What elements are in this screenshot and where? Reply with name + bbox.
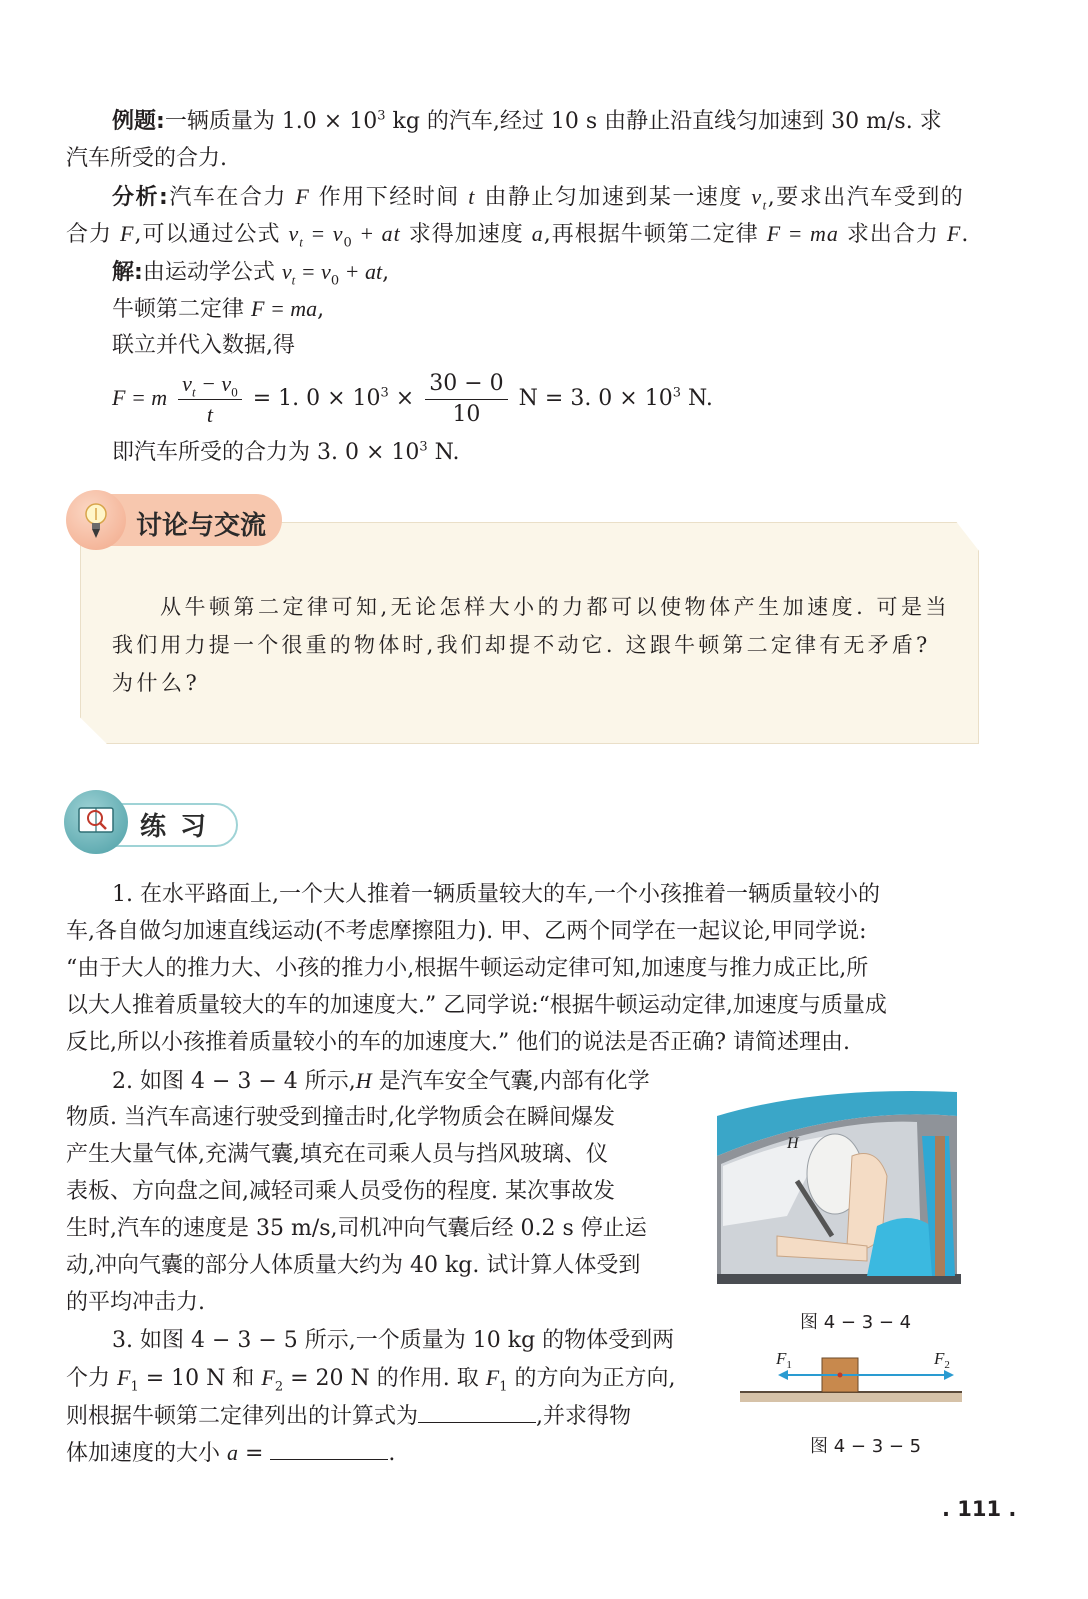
q2-line-4: 表板、方向盘之间,减轻司乘人员受伤的程度. 某次事故发 bbox=[66, 1179, 615, 1204]
q3-line-2: 个力 $F_1 = 10$ N 和 $F_2 = 20$ N 的作用. 取 $F_1$ 的方向为正方向, bbox=[66, 1365, 676, 1395]
q1-line-4: 以大人推着质量较大的车的加速度大.” 乙同学说:“根据牛顿运动定律,加速度与质量成 bbox=[66, 993, 887, 1018]
solution-label: 解: bbox=[112, 260, 143, 285]
page-number: . 111 . bbox=[942, 1497, 1017, 1521]
analysis-line-2: 合力 F,可以通过公式 $v_t = v_0$ + at 求得加速度 a,再根据牛顿第二定律 F = ma 求出合力 F. bbox=[66, 221, 970, 251]
lightbulb-icon bbox=[66, 490, 126, 550]
svg-text:F2: $F_2$ bbox=[934, 1349, 950, 1371]
q3-line-3: 则根据牛顿第二定律列出的计算式为 ,并求得物 bbox=[66, 1400, 631, 1432]
magnifier-book-icon bbox=[64, 790, 128, 854]
q2-line-6: 动,冲向气囊的部分人体质量大约为 40 kg. 试计算人体受到 bbox=[66, 1253, 641, 1278]
solution-result: 即汽车所受的合力为 3. $0 \times 10^3$ N. bbox=[112, 439, 460, 465]
q2-line-1: 2. 如图 4 − 3 − 4 所示,H 是汽车安全气囊,内部有化学 bbox=[112, 1068, 650, 1094]
q2-line-3: 产生大量气体,充满气囊,填充在司乘人员与挡风玻璃、仪 bbox=[66, 1142, 608, 1167]
svg-text:F1: $F_1$ bbox=[776, 1349, 792, 1371]
fraction-velocity-change: $\frac{v_t - v_0}{t}$ bbox=[178, 369, 242, 430]
solution-equation: F = m $\frac{v_t - v_0}{t}$ = 1. $0 \times 10^3$ × $\frac{30 - 0}{10}$ N = 3. $0 \times 10^3$ N. bbox=[112, 368, 713, 430]
airbag-label-H: H bbox=[787, 1135, 799, 1152]
discussion-line-3: 为什么? bbox=[112, 671, 201, 695]
analysis-line-1: 分析:汽车在合力 F 作用下经时间 t 由静止匀加速到某一速度 $v_t$,要求出汽车受到的 bbox=[112, 184, 965, 213]
q3-line-4: 体加速度的大小 a = . bbox=[66, 1437, 395, 1469]
force-diagram bbox=[738, 1342, 964, 1404]
fraction-numbers: $\frac{30 - 0}{10}$ bbox=[425, 369, 507, 430]
q1-line-3: “由于大人的推力大、小孩的推力小,根据牛顿运动定律可知,加速度与推力成正比,所 bbox=[66, 956, 869, 981]
analysis-label: 分析: bbox=[112, 185, 170, 210]
example-line-2: 汽车所受的合力. bbox=[66, 146, 227, 171]
figure-4-3-4-caption: 图 4 − 3 − 4 bbox=[800, 1312, 912, 1333]
discussion-title: 讨论与交流 bbox=[136, 511, 267, 541]
q2-line-5: 生时,汽车的速度是 35 m/s,司机冲向气囊后经 0.2 s 停止运 bbox=[66, 1216, 647, 1241]
practice-title: 练习 bbox=[140, 812, 221, 842]
q1-line-2: 车,各自做匀加速直线运动(不考虑摩擦阻力). 甲、乙两个同学在一起议论,甲同学说: bbox=[66, 919, 867, 944]
discussion-line-2: 我们用力提一个很重的物体时,我们却提不动它. 这跟牛顿第二定律有无矛盾? bbox=[112, 633, 931, 657]
q2-line-2: 物质. 当汽车高速行驶受到撞击时,化学物质会在瞬间爆发 bbox=[66, 1105, 615, 1130]
solution-line-3: 联立并代入数据,得 bbox=[112, 333, 295, 358]
discussion-line-1: 从牛顿第二定律可知,无论怎样大小的力都可以使物体产生加速度. 可是当 bbox=[160, 595, 951, 619]
q2-line-7: 的平均冲击力. bbox=[66, 1290, 205, 1315]
q1-line-1: 1. 在水平路面上,一个大人推着一辆质量较大的车,一个小孩推着一辆质量较小的 bbox=[112, 882, 880, 907]
example-label: 例题: bbox=[112, 109, 165, 134]
figure-4-3-5-caption: 图 4 − 3 − 5 bbox=[810, 1436, 922, 1457]
q3-line-1: 3. 如图 4 − 3 − 5 所示,一个质量为 10 kg 的物体受到两 bbox=[112, 1328, 675, 1353]
airbag-illustration bbox=[717, 1086, 961, 1290]
solution-line-1: 解:由运动学公式 $v_t = v_0$ + at, bbox=[112, 259, 390, 289]
answer-blank-acceleration[interactable] bbox=[270, 1437, 388, 1460]
solution-line-2: 牛顿第二定律 F = ma, bbox=[112, 296, 325, 322]
example-line-1: 例题:一辆质量为 $1.0 \times 10^3$ kg 的汽车,经过 10 s 由静止沿直线匀加速到 30 m/s. 求 bbox=[112, 108, 942, 134]
answer-blank-equation[interactable] bbox=[418, 1400, 536, 1423]
q1-line-5: 反比,所以小孩推着质量较小的车的加速度大.” 他们的说法是否正确? 请简述理由. bbox=[66, 1030, 851, 1055]
